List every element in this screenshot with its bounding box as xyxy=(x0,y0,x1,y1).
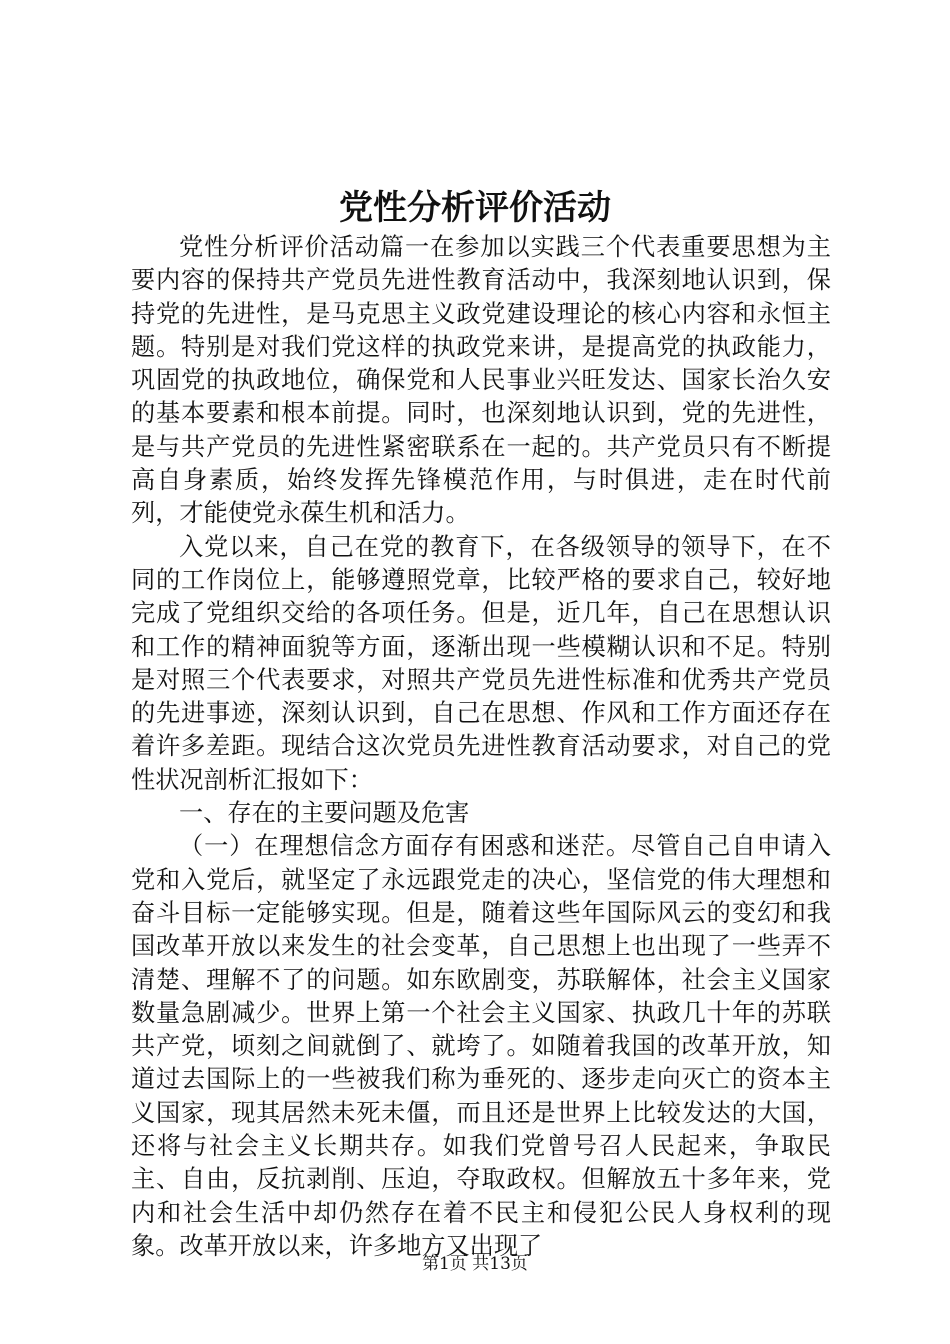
document-body xyxy=(131,231,831,1263)
paragraph-1: 党性分析评价活动篇一在参加以实践三个代表重要思想为主要内容的保持共产党员先进性教育活动中，我深刻地认识到，保持党的先进性，是马克思主义政党建设理论的核心内容和永恒主题。特别是对我们党这样的执政党来讲，是提高党的执政能力，巩固党的执政地位，确保党和人民事业兴旺发达、国家长治久安的基本要素和根本前提。同时，也深刻地认识到，党的先进性，是与共产党员的先进性紧密联系在一起的。共产党员只有不断提高自身素质，始终发挥先锋模范作用，与时俱进，走在时代前列，才能使党永葆生机和活力。 xyxy=(131,233,831,528)
section-heading: 一、存在的主要问题及危害 xyxy=(179,799,470,828)
page-footer: 第1页 共13页 xyxy=(422,1254,528,1274)
paragraph-3: （一）在理想信念方面存有困惑和迷茫。尽管自己自申请入党和入党后，就坚定了永远跟党走的决心，坚信党的伟大理想和奋斗目标一定能够实现。但是，随着这些年国际风云的变幻和我国改革开放以来发生的社会变革，自己思想上也出现了一些弄不清楚、理解不了的问题。如东欧剧变，苏联解体，社会主义国家数量急剧减少。世界上第一个社会主义国家、执政几十年的苏联共产党，顷刻之间就倒了、就垮了。如随着我国的改革开放，知道过去国际上的一些被我们称为垂死的、逐步走向灭亡的资本主义国家，现其居然未死未僵，而且还是世界上比较发达的大国，还将与社会主义长期共存。如我们党曾号召人民起来，争取民主、自由，反抗剥削、压迫，夺取政权。但解放五十多年来，党内和社会生活中却仍然存在着不民主和侵犯公民人身权利的现象。改革开放以来，许多地方又出现了 xyxy=(131,832,831,1260)
document-title: 党性分析评价活动 xyxy=(339,188,611,228)
paragraph-2: 入党以来，自己在党的教育下，在各级领导的领导下，在不同的工作岗位上，能够遵照党章，比较严格的要求自己，较好地完成了党组织交给的各项任务。但是，近几年，自己在思想认识和工作的精神面貌等方面，逐渐出现一些模糊认识和不足。特别是对照三个代表要求，对照共产党员先进性标准和优秀共产党员的先进事迹，深刻认识到，自己在思想、作风和工作方面还存在着许多差距。现结合这次党员先进性教育活动要求，对自己的党性状况剖析汇报如下： xyxy=(131,532,831,794)
